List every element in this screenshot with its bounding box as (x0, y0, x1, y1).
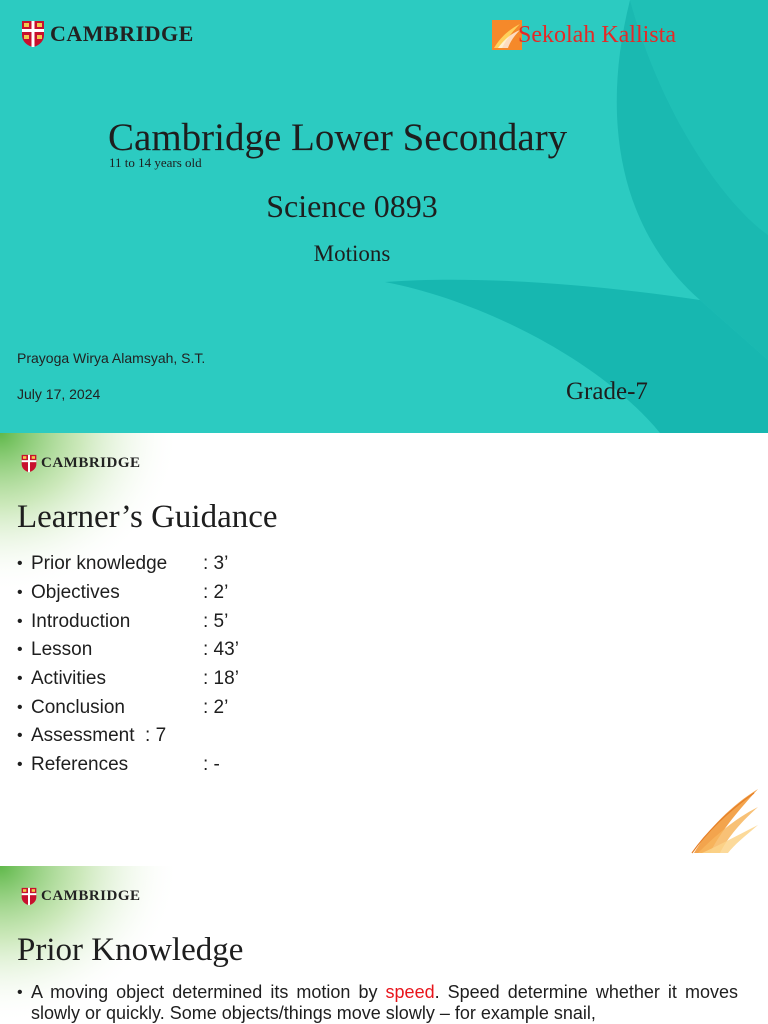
guidance-list (17, 550, 239, 780)
school-logo (492, 20, 676, 50)
grade-label: Grade-7 (566, 378, 648, 405)
cambridge-wordmark: CAMBRIDGE (41, 455, 141, 471)
cambridge-logo (21, 20, 194, 48)
cambridge-crest-icon (21, 887, 37, 906)
list-item: • Assessment : 7 (17, 725, 167, 747)
feather-icon (688, 783, 760, 855)
age-range-subtitle: 11 to 14 years old (109, 155, 202, 170)
list-item: • Activities : 18’ (17, 668, 239, 690)
cambridge-logo (21, 454, 141, 473)
cambridge-wordmark: CAMBRIDGE (41, 888, 141, 904)
list-item: • Prior knowledge : 3’ (17, 553, 229, 575)
presentation-date: July 17, 2024 (17, 386, 101, 402)
speed-keyword: speed (385, 982, 435, 1002)
author-name: Prayoga Wirya Alamsyah, S.T. (17, 350, 206, 366)
list-item: • References : - (17, 754, 220, 776)
cambridge-crest-icon (21, 454, 37, 473)
school-name: Sekolah Kallista (518, 22, 676, 48)
presentation-title: Cambridge Lower Secondary (108, 116, 568, 159)
slide-heading: Prior Knowledge (17, 932, 244, 968)
list-item: • Introduction : 5’ (17, 610, 229, 632)
cambridge-wordmark: CAMBRIDGE (50, 21, 194, 46)
guidance-slide (0, 433, 768, 866)
topic-name: Motions (313, 241, 391, 266)
cambridge-logo (21, 887, 141, 906)
paragraph-text-continued: . Speed determine whether it moves slowly or quickly. Some objects/things move slowly – for example snail, (31, 982, 739, 1023)
paragraph-text: A moving object determined its motion by (31, 982, 386, 1002)
list-item: • Conclusion : 2’ (17, 696, 229, 718)
prior-knowledge-slide (0, 866, 768, 1024)
slide-heading: Learner’s Guidance (17, 499, 278, 535)
title-slide (0, 0, 768, 433)
cambridge-crest-icon (21, 20, 45, 48)
prior-knowledge-paragraph: • A moving object determined its motion by speed. Speed determine whether it moves slowly or quickly. Some objects/things move slowly – for example snail, (17, 982, 739, 1023)
list-item: • Lesson : 43’ (17, 639, 239, 661)
course-name: Science 0893 (266, 188, 438, 224)
list-item: • Objectives : 2’ (17, 582, 229, 604)
